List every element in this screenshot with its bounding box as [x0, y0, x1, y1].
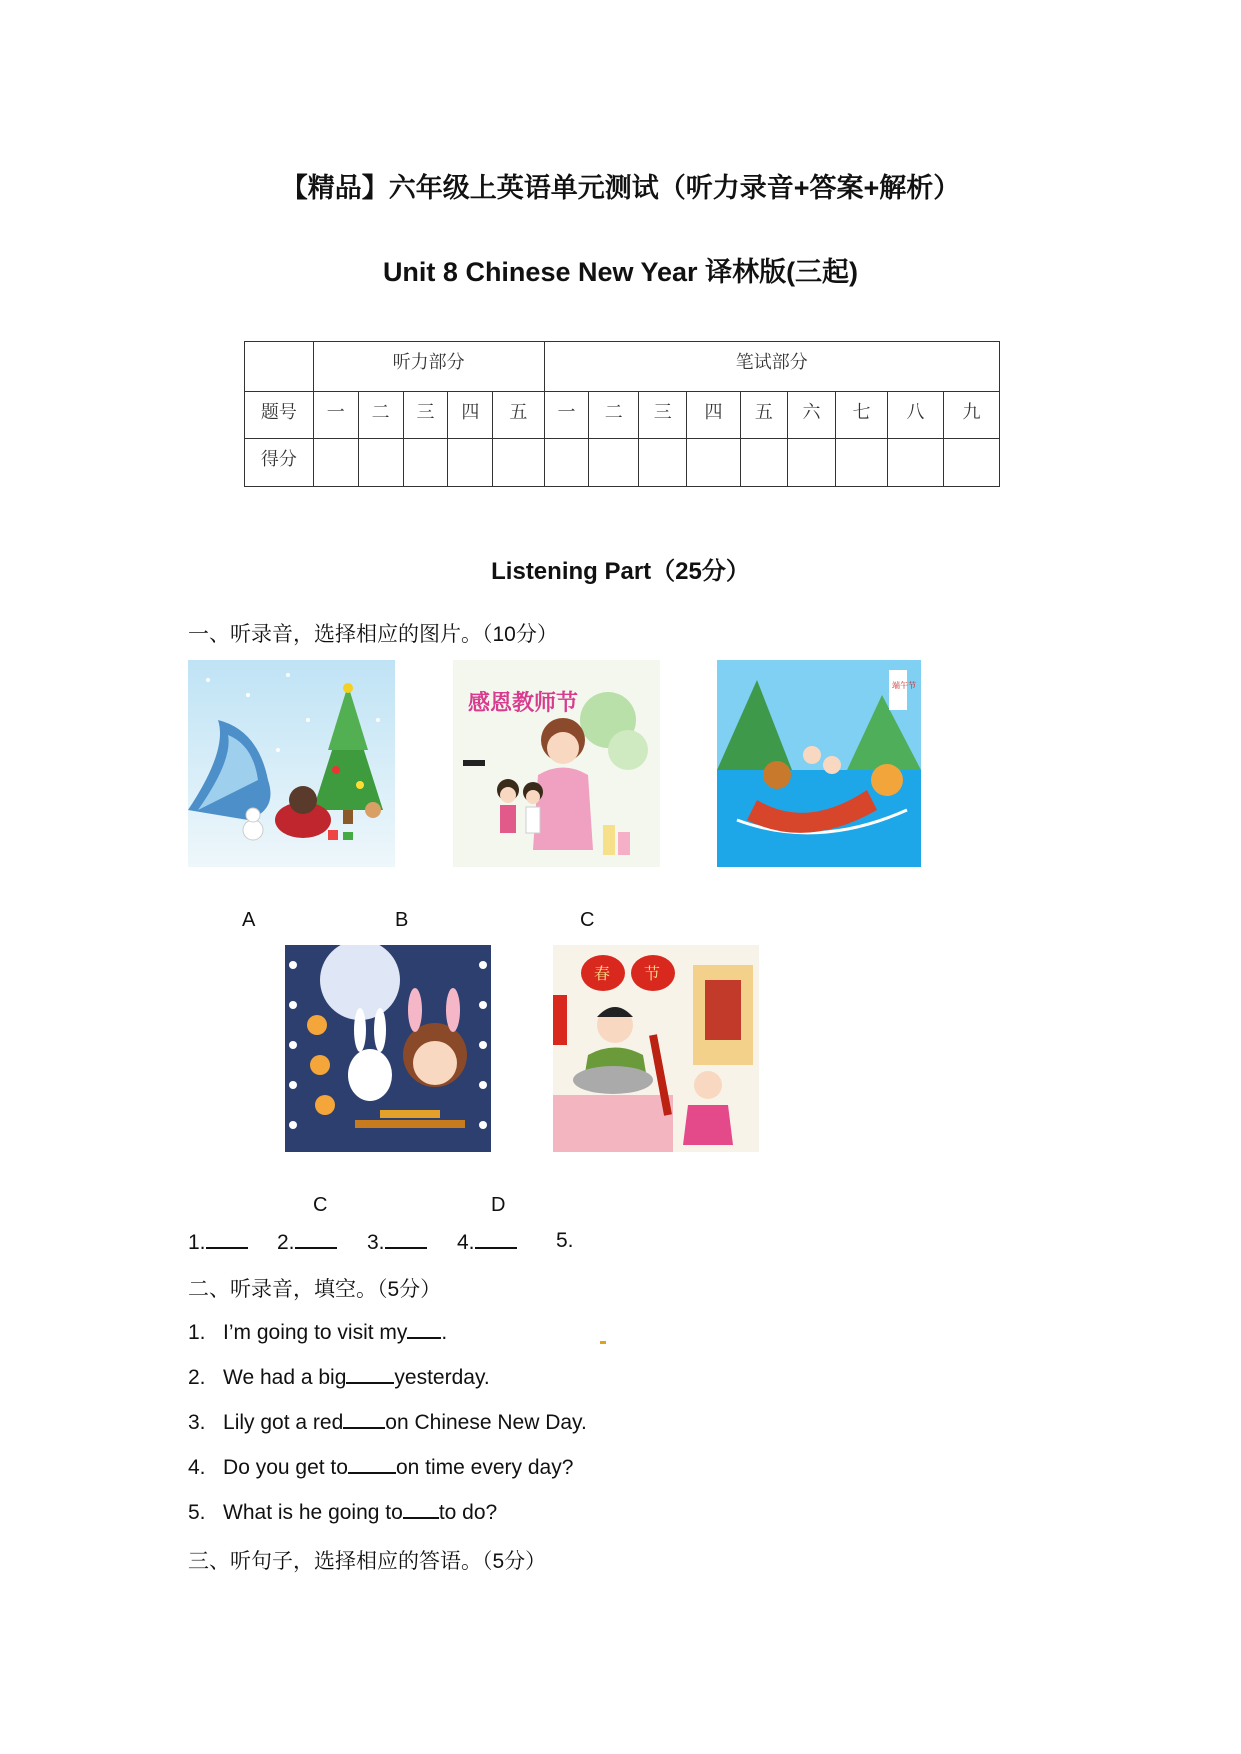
- fill-item: 3. Lily got a red on Chinese New Day.: [188, 1411, 587, 1434]
- section3-heading: 三、听句子，选择相应的答语。（5分）: [188, 1550, 547, 1573]
- score-cell[interactable]: [638, 438, 687, 486]
- writing-col: 三: [638, 392, 687, 438]
- picture-letter: C: [580, 909, 595, 931]
- writing-col: 四: [687, 392, 740, 438]
- writing-col: 九: [943, 392, 999, 438]
- writing-col: 五: [740, 392, 788, 438]
- picture-letter: C: [313, 1194, 328, 1216]
- teachers-day-picture-icon: [453, 660, 660, 867]
- fill-blank[interactable]: [403, 1499, 439, 1519]
- answer-item: 5.: [556, 1229, 574, 1252]
- score-cell[interactable]: [740, 438, 788, 486]
- score-table-corner: [245, 342, 314, 392]
- answer-item: 2.: [277, 1229, 337, 1255]
- picture-christmas: [188, 660, 395, 867]
- score-cell[interactable]: [888, 438, 944, 486]
- dragon-boat-picture-icon: [717, 660, 921, 867]
- writing-col: 六: [788, 392, 836, 438]
- score-cell[interactable]: [835, 438, 887, 486]
- writing-header: 笔试部分: [544, 342, 999, 392]
- writing-col: 二: [589, 392, 638, 438]
- row-number-label: 题号: [245, 392, 314, 438]
- listening-part-title: Listening Part（25分）: [491, 558, 750, 585]
- dragon-boat-caption: 端午节: [892, 681, 916, 690]
- score-cell[interactable]: [313, 438, 358, 486]
- score-table: [244, 341, 1000, 487]
- fill-blank[interactable]: [348, 1454, 396, 1474]
- listening-col: 三: [403, 392, 448, 438]
- page-subtitle: Unit 8 Chinese New Year 译林版(三起): [382, 257, 859, 287]
- teachers-day-caption: 感恩教师节: [468, 691, 579, 716]
- row-score-label: 得分: [245, 438, 314, 486]
- score-cell[interactable]: [788, 438, 836, 486]
- listening-col: 二: [358, 392, 403, 438]
- fill-blank[interactable]: [407, 1319, 441, 1339]
- listening-col: 四: [448, 392, 493, 438]
- page-title: 【精品】六年级上英语单元测试（听力录音+答案+解析）: [280, 173, 961, 203]
- picture-letter: A: [242, 909, 256, 931]
- score-cell[interactable]: [544, 438, 589, 486]
- fill-blank[interactable]: [346, 1364, 394, 1384]
- lantern-char: 春: [594, 964, 611, 983]
- score-cell[interactable]: [943, 438, 999, 486]
- answer-blank[interactable]: [385, 1229, 427, 1249]
- answer-item: 4.: [457, 1229, 517, 1255]
- listening-col: 一: [313, 392, 358, 438]
- listening-col: 五: [493, 392, 544, 438]
- mid-autumn-picture-icon: [285, 945, 491, 1152]
- picture-letter: B: [395, 909, 409, 931]
- fill-item: 2. We had a big yesterday.: [188, 1366, 490, 1389]
- score-cell[interactable]: [448, 438, 493, 486]
- writing-col: 一: [544, 392, 589, 438]
- fill-item: 5. What is he going to to do?: [188, 1501, 498, 1524]
- writing-col: 七: [835, 392, 887, 438]
- picture-dragon-boat: [717, 660, 921, 867]
- lantern-char: 节: [644, 964, 661, 983]
- score-cell[interactable]: [493, 438, 544, 486]
- picture-teachers-day: [453, 660, 660, 867]
- fill-blank[interactable]: [343, 1409, 385, 1429]
- fill-item: 4. Do you get to on time every day?: [188, 1456, 574, 1479]
- answer-item: 3.: [367, 1229, 427, 1255]
- listening-header: 听力部分: [313, 342, 544, 392]
- fill-item: 1. I’m going to visit my .: [188, 1321, 448, 1344]
- score-cell[interactable]: [358, 438, 403, 486]
- picture-letter: D: [491, 1194, 506, 1216]
- score-cell[interactable]: [589, 438, 638, 486]
- answer-blank[interactable]: [206, 1229, 248, 1249]
- answer-blank[interactable]: [475, 1229, 517, 1249]
- section1-heading: 一、听录音，选择相应的图片。（10分）: [188, 623, 558, 646]
- section2-heading: 二、听录音，填空。（5分）: [188, 1278, 442, 1301]
- score-cell[interactable]: [403, 438, 448, 486]
- answer-item: 1.: [188, 1229, 248, 1255]
- picture-mid-autumn: [285, 945, 491, 1152]
- picture-spring-festival: [553, 945, 759, 1152]
- answer-blank[interactable]: [295, 1229, 337, 1249]
- writing-col: 八: [888, 392, 944, 438]
- spring-festival-picture-icon: [553, 945, 759, 1152]
- stray-mark: [600, 1341, 606, 1344]
- christmas-picture-icon: [188, 660, 395, 867]
- score-cell[interactable]: [687, 438, 740, 486]
